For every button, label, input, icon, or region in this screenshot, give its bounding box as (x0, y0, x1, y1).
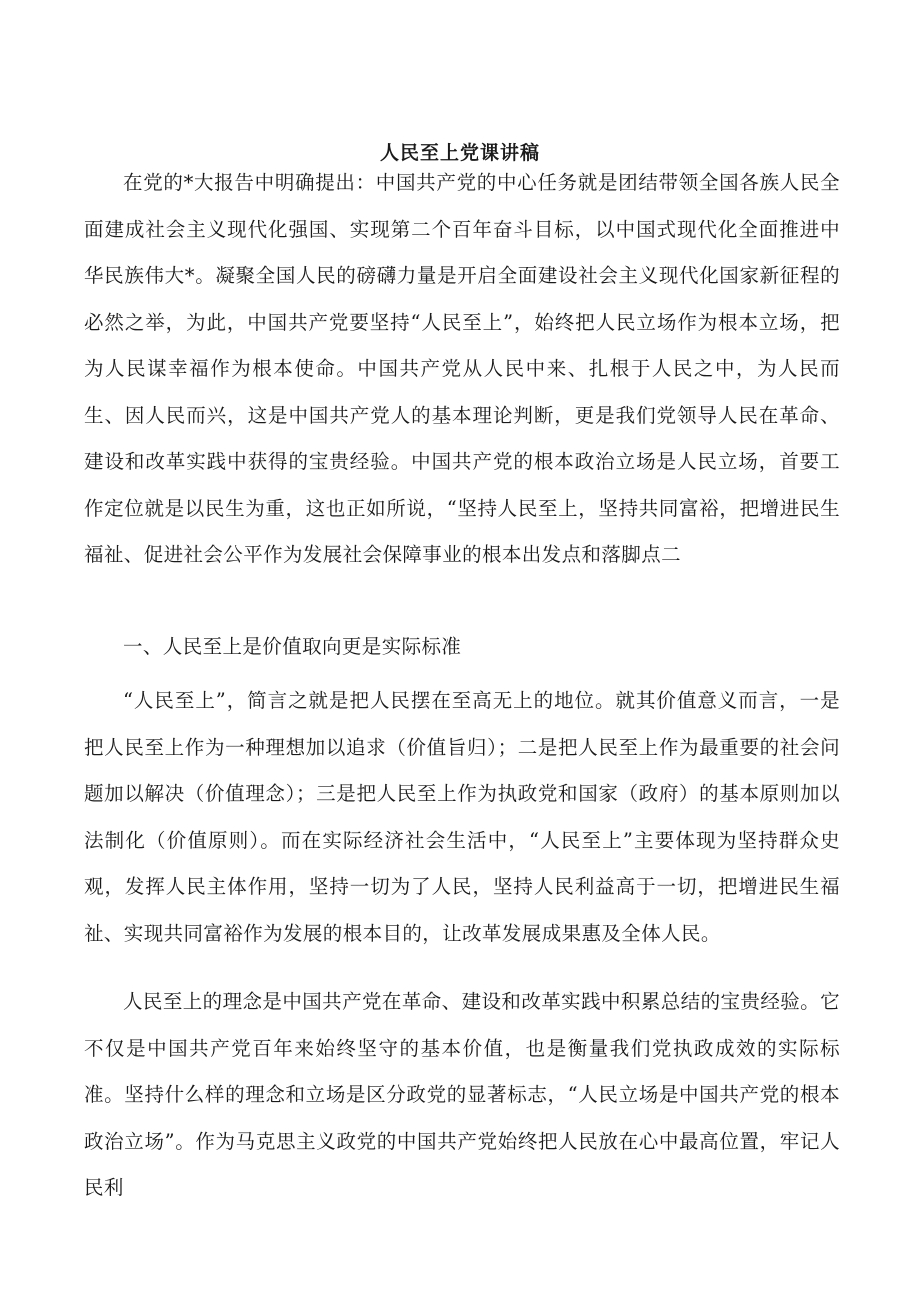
paragraph-people-first-meaning: “人民至上”，简言之就是把人民摆在至高无上的地位。就其价值意义而言，一是把人民至上作为一种理想加以追求（价值旨归）；二是把人民至上作为最重要的社会问题加以解决（价值理念）；三是把人民至上作为执政党和国家（政府）的基本原则加以法制化（价值原则）。而在实际经济社会生活中，“人民至上”主要体现为坚持群众史观，发挥人民主体作用，坚持一切为了人民，坚持人民利益高于一切，把增进民生福祉、实现共同富裕作为发展的根本目的，让改革发展成果惠及全体人民。 (84, 689, 840, 945)
section-heading-1: 一、人民至上是价值取向更是实际标准 (123, 635, 462, 658)
paragraph-people-first-experience: 人民至上的理念是中国共产党在革命、建设和改革实践中积累总结的宝贵经验。它不仅是中国共产党百年来始终坚守的基本价值，也是衡量我们党执政成效的实际标准。坚持什么样的理念和立场是区分政党的显著标志，“人民立场是中国共产党的根本政治立场”。作为马克思主义政党的中国共产党始终把人民放在心中最高位置，牢记人民利 (84, 990, 840, 1199)
paragraph-intro: 在党的*大报告中明确提出：中国共产党的中心任务就是团结带领全国各族人民全面建成社会主义现代化强国、实现第二个百年奋斗目标，以中国式现代化全面推进中华民族伟大*。凝聚全国人民的磅礴力量是开启全面建设社会主义现代化国家新征程的必然之举，为此，中国共产党要坚持“人民至上”，始终把人民立场作为根本立场，把为人民谋幸福作为根本使命。中国共产党从人民中来、扎根于人民之中，为人民而生、因人民而兴，这是中国共产党人的基本理论判断，更是我们党领导人民在革命、建设和改革实践中获得的宝贵经验。中国共产党的根本政治立场是人民立场，首要工作定位就是以民生为重，这也正如所说，“坚持人民至上，坚持共同富裕，把增进民生福祉、促进社会公平作为发展社会保障事业的根本出发点和落脚点二 (84, 171, 840, 566)
document-title: 人民至上党课讲稿 (379, 142, 540, 164)
